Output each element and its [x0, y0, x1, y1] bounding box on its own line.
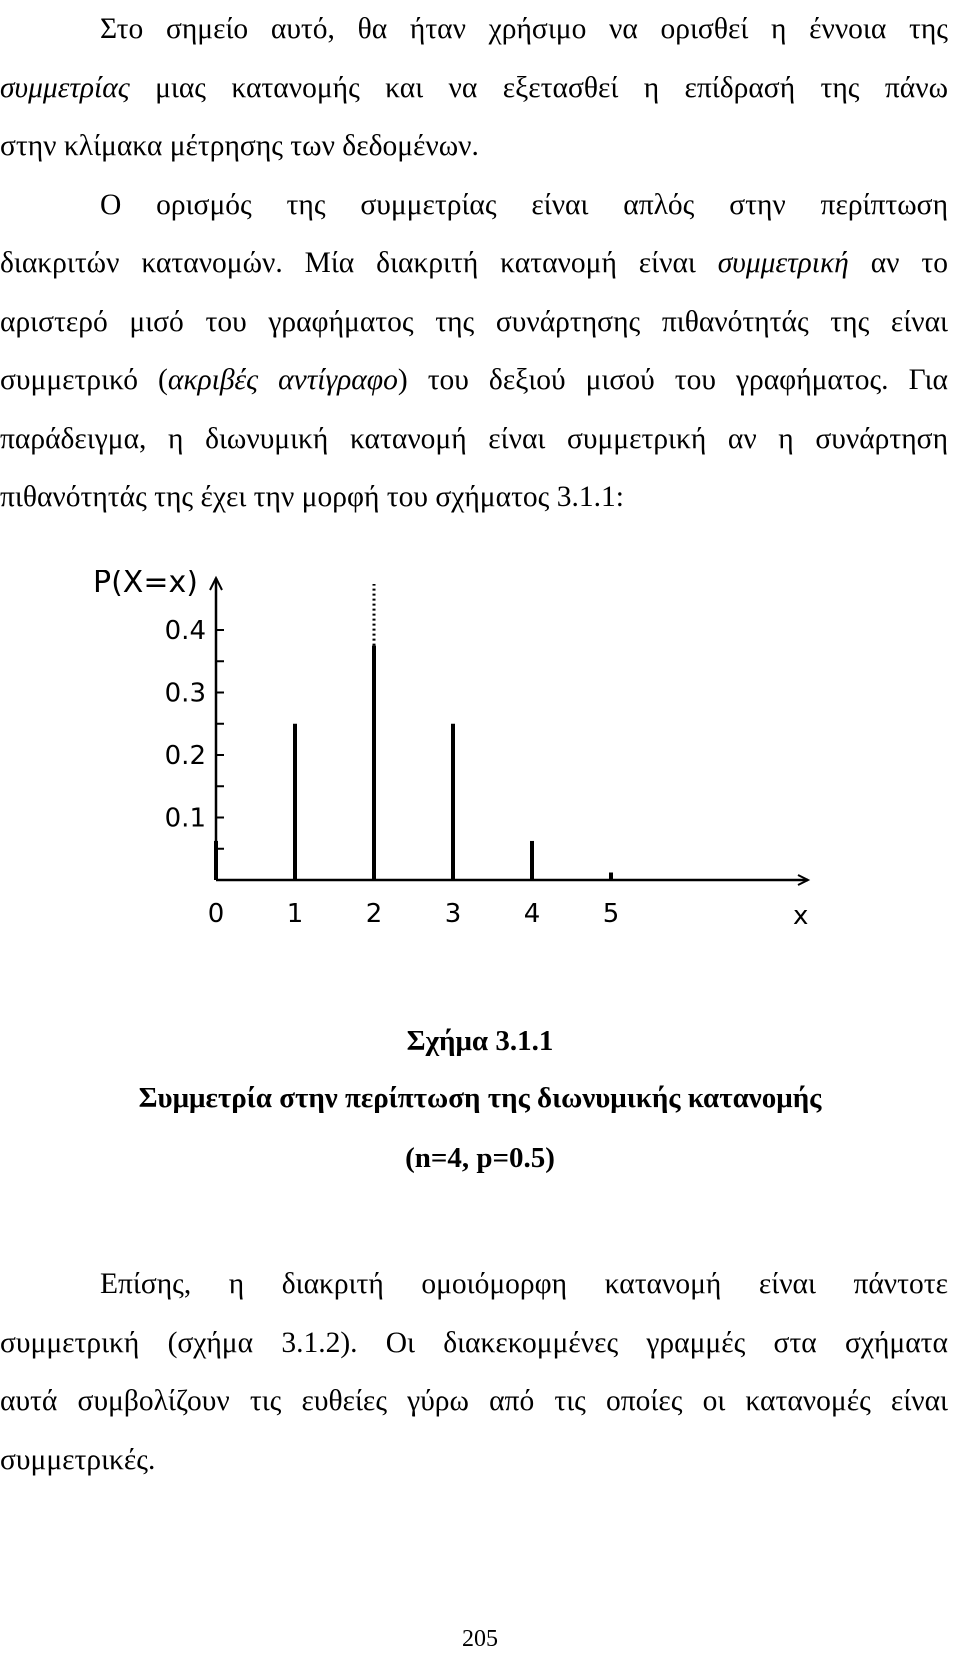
x-tick-label: 1 [286, 899, 304, 929]
paragraph-uniform-symmetry [0, 1255, 948, 1489]
text-line: συμμετρική (σχήμα 3.1.2). Οι διακεκομμένες γραμμές στα σχήματα [0, 1326, 948, 1359]
text-run: συμμετρικό ( [0, 364, 168, 396]
text-line: Ο ορισμός της συμμετρίας είναι απλός στην περίπτωση [100, 188, 948, 221]
text-line: Επίσης, η διακριτή ομοιόμορφη κατανομή είναι πάντοτε [100, 1268, 948, 1300]
binomial-pmf-chart [0, 570, 960, 990]
italic-term: συμμετρική [717, 247, 849, 279]
x-tick-label: 5 [602, 899, 620, 929]
text-line [0, 59, 948, 118]
text-line: στην κλίμακα μέτρησης των δεδομένων. [0, 130, 479, 162]
figure-title: Συμμετρία στην περίπτωση της διωνυμικής κατανομής [138, 1082, 822, 1114]
text-line: αυτά συμβολίζουν τις ευθείες γύρω από τις οποίες οι κατανομές είναι [0, 1385, 948, 1417]
text-line: παράδειγμα, η διωνυμική κατανομή είναι συμμετρική αν η συνάρτηση [0, 422, 948, 455]
x-tick-label: 0 [207, 899, 225, 929]
text-line: αριστερό μισό του γραφήματος της συνάρτησης πιθανότητάς της είναι [0, 305, 948, 338]
text-line [0, 351, 948, 410]
figure-params: (n=4, p=0.5) [405, 1142, 555, 1174]
text-line: πιθανότητάς της έχει την μορφή του σχήματος 3.1.1: [0, 481, 624, 513]
y-tick-label: 0.2 [164, 741, 206, 771]
italic-term: ακριβές αντίγραφο [167, 364, 398, 396]
italic-term: συμμετρίας [0, 71, 130, 104]
y-axis-label: P(X=x) [93, 570, 198, 600]
paragraph-symmetry-intro [0, 0, 948, 527]
x-tick-label: 4 [523, 899, 541, 929]
y-tick-label: 0.3 [164, 678, 206, 709]
page-number: 205 [462, 1626, 498, 1652]
text-line [0, 234, 948, 293]
x-tick-label: 2 [365, 899, 383, 929]
text-run: διακριτών κατανομών. Μία διακριτή κατανομή είναι [0, 247, 718, 279]
text-run: ) του δεξιού μισού του γραφήματος. Για [397, 364, 948, 396]
text-line: συμμετρικές. [0, 1443, 156, 1476]
x-axis-label: x [793, 901, 809, 931]
figure-number: Σχήμα 3.1.1 [406, 1025, 554, 1057]
y-tick-label: 0.1 [164, 803, 206, 834]
text-run: μιας κατανομής και να εξετασθεί η επίδρασή της πάνω [129, 71, 948, 104]
y-tick-label: 0.4 [164, 616, 206, 646]
text-line: Στο σημείο αυτό, θα ήταν χρήσιμο να ορισθεί η έννοια της [100, 13, 948, 45]
text-run: αν το [848, 247, 949, 279]
x-tick-label: 3 [444, 899, 462, 929]
figure-binomial-chart [0, 570, 960, 990]
